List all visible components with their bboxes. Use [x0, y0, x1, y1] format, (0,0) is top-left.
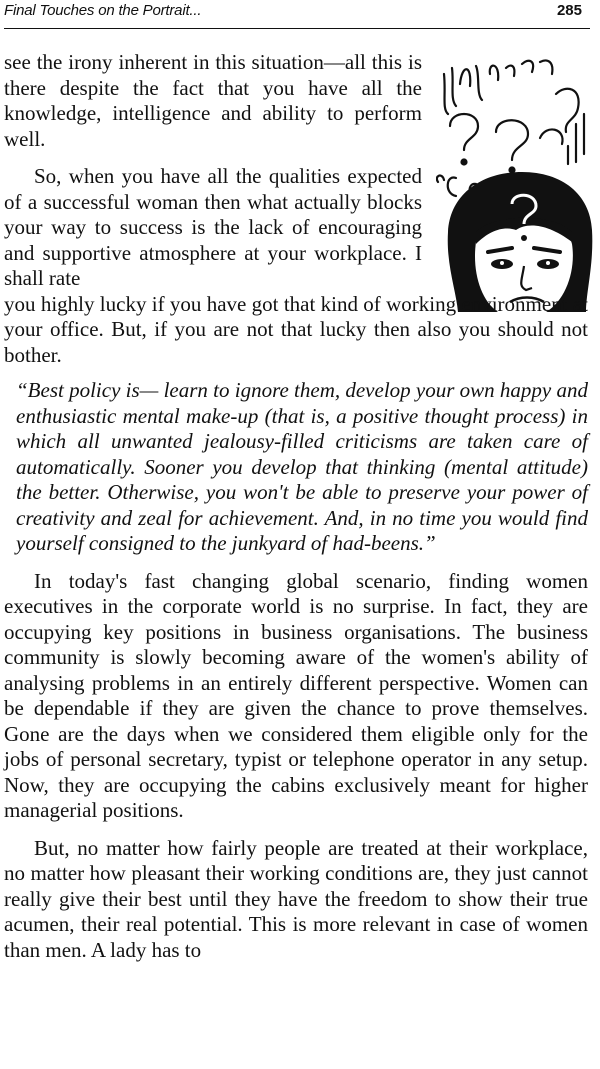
running-header — [4, 0, 590, 38]
paragraph-2-wrapped: So, when you have all the qualities expected of a successful woman then what actually blocks your way to success is the lack of encouraging and supportive atmosphere at your workplace. I shall rate — [4, 164, 422, 290]
page-number: 285 — [556, 2, 582, 19]
chapter-title: Final Touches on the Portrait... — [4, 2, 202, 19]
paragraph-2-continued: you highly lucky if you have got that kind of working environment at your office. But, if you are not that lucky then also you should not bother. — [4, 291, 588, 367]
header-rule — [4, 28, 590, 29]
paragraph-4: But, no matter how fairly people are treated at their workplace, no matter how pleasant their working conditions are, they just cannot really give their best until they have the freedom to show their true acumen, their real potential. This is more relevant in case of women than men. A lady has to — [4, 835, 588, 962]
highlighted-quote: “Best policy is— learn to ignore them, develop your own happy and enthusiastic mental make-up (that is, a positive thought process) in which all unwanted jealousy-filled criticisms are taken care of automatically. Sooner you develop that thinking (mental attitude) the better. Otherwise, you won't be able to preserve your power of creativity and zeal for achievement. And, in no time you would find yourself consigned to the junkyard of had-beens.” — [16, 378, 588, 555]
paragraph-3: In today's fast changing global scenario, finding women executives in the corporate world is no surprise. In fact, they are occupying key positions in business organisations. The business community is slowly becoming aware of the women's ability of analysing problems in an entirely different perspective. Women can be dependable if they are given the chance to prove themselves. Gone are the days when we considered them eligible only for the jobs of personal secretary, typist or telephone operator in any setup. Now, they are occupying the cabins exclusively meant for higher managerial positions. — [4, 568, 588, 822]
page-body — [4, 50, 588, 963]
paragraph-1: see the irony inherent in this situation—all this is there despite the fact that you have all the knowledge, intelligence and ability to perform well. — [4, 50, 422, 151]
